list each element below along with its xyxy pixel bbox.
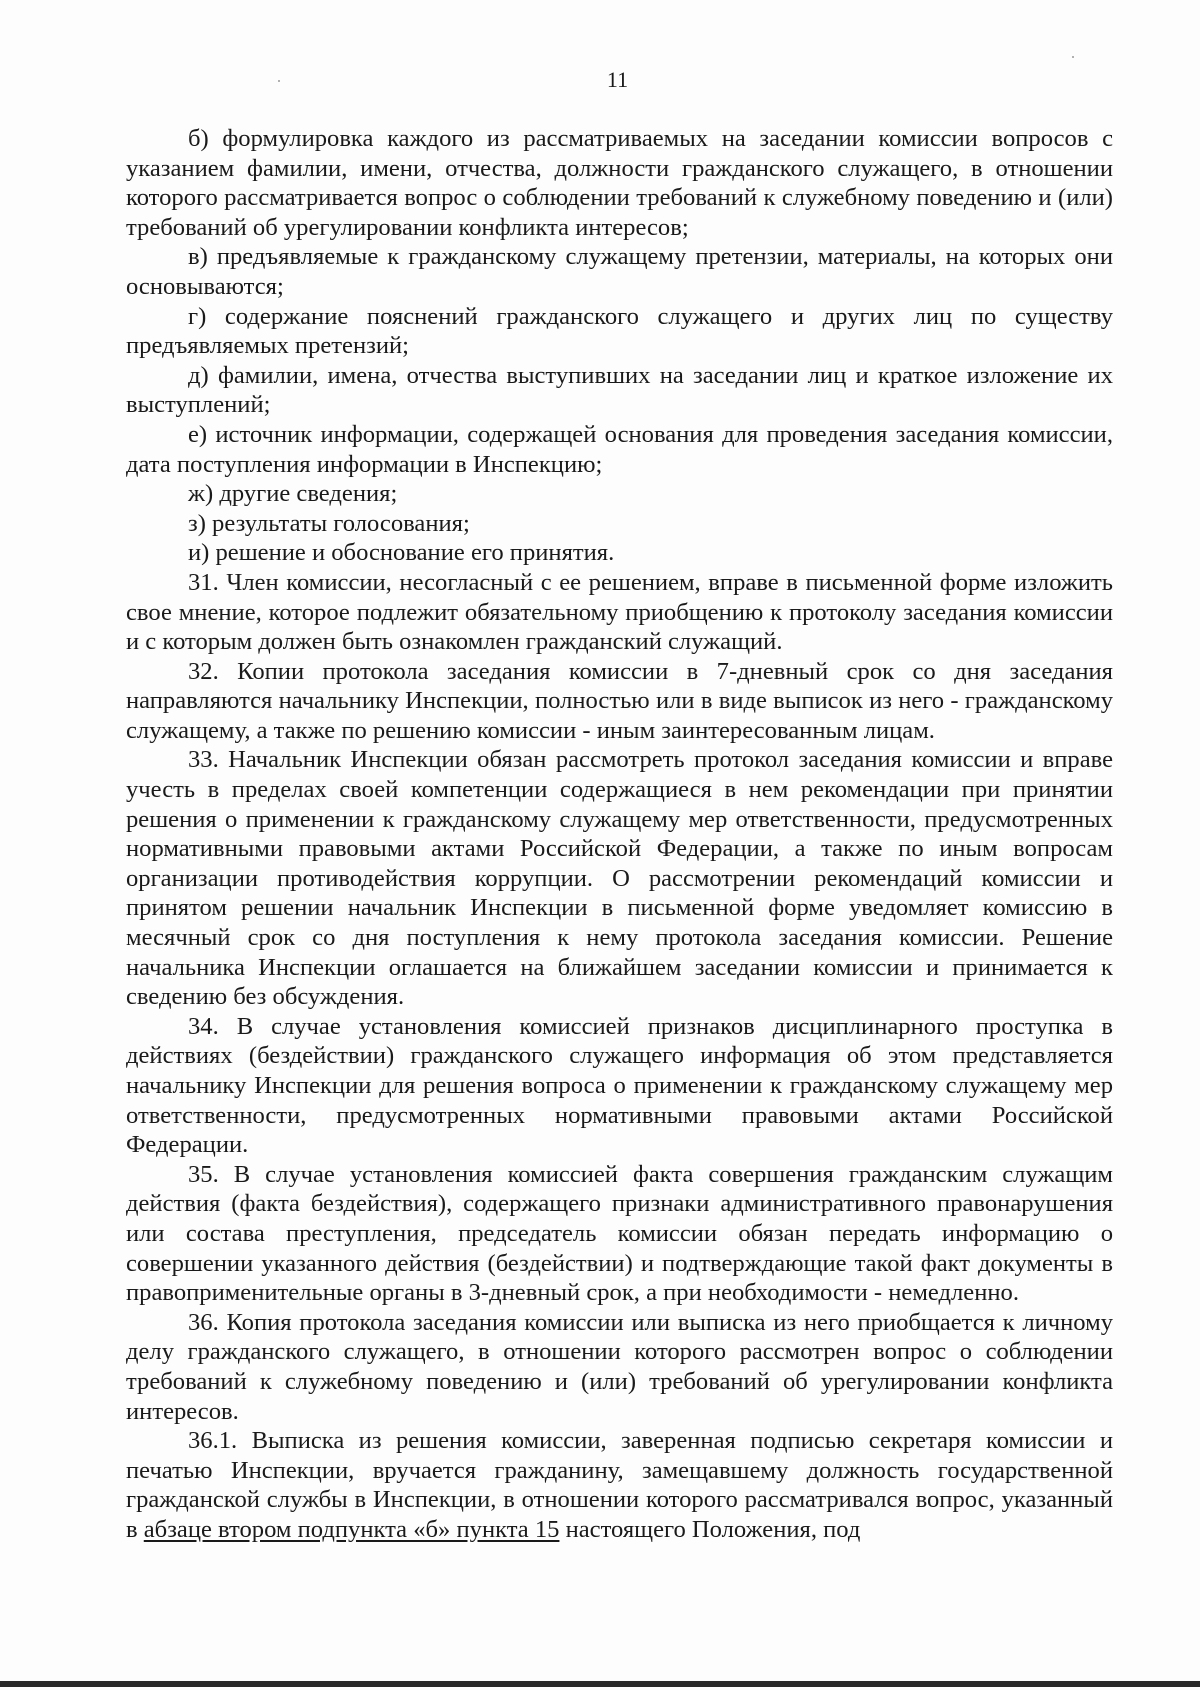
- paragraph-e: е) источник информации, содержащей основания для проведения заседания комиссии, дата поступления информации в Инспекцию;: [126, 420, 1113, 478]
- paragraph-34: 34. В случае установления комиссией признаков дисциплинарного проступка в действиях (бездействии) гражданского служащего информация об этом представляется начальнику Инспекции для решения вопроса о применении к гражданскому служащему мер ответственности, предусмотренных нормативными правовыми актами Российской Федерации.: [126, 1012, 1113, 1159]
- paragraph-d: д) фамилии, имена, отчества выступивших на заседании лиц и краткое изложение их выступлений;: [126, 361, 1113, 419]
- paragraph-32: 32. Копии протокола заседания комиссии в 7-дневный срок со дня заседания направляются начальнику Инспекции, полностью или в виде выписок из него - гражданскому служащему, а также по решению комиссии - иным заинтересованным лицам.: [126, 657, 1113, 744]
- scan-bottom-edge: [0, 1681, 1200, 1687]
- paragraph-36-1: [126, 1426, 1113, 1544]
- paragraph-zh: ж) другие сведения;: [188, 480, 398, 508]
- paragraph-b: б) формулировка каждого из рассматриваемых на заседании комиссии вопросов с указанием фамилии, имени, отчества, должности гражданского служащего, в отношении которого рассматривается вопрос о соблюдении требований к служебному поведению и (или) требований об урегулировании конфликта интересов;: [126, 125, 1113, 241]
- paragraph-31: 31. Член комиссии, несогласный с ее решением, вправе в письменной форме изложить свое мнение, которое подлежит обязательному приобщению к протоколу заседания комиссии и с которым должен быть ознакомлен гражданский служащий.: [126, 568, 1113, 656]
- scan-speck: [1072, 56, 1074, 58]
- document-body: [126, 124, 1113, 1545]
- paragraph-z: з) результаты голосования;: [188, 509, 470, 537]
- paragraph-i: и) решение и обоснование его принятия.: [188, 539, 615, 567]
- paragraph-36-1-start: 36.1. Выписка из решения комиссии, заверенная подписью секретаря комиссии и печатью Инспекции, вручается гражданину, замещавшему должность государственной гражданской службы в Инспекции, в отношении которого рассматривался вопрос, указанный в: [126, 1427, 1113, 1543]
- page-number: 11: [606, 67, 629, 92]
- paragraph-36: 36. Копия протокола заседания комиссии или выписка из него приобщается к личному делу гражданского служащего, в отношении которого рассмотрен вопрос о соблюдении требований к служебному поведению и (или) требований об урегулировании конфликта интересов.: [126, 1308, 1113, 1425]
- paragraph-36-1-end: настоящего Положения, под: [559, 1515, 861, 1543]
- cross-reference-link[interactable]: абзаце втором подпункта «б» пункта 15: [143, 1515, 560, 1543]
- paragraph-35: 35. В случае установления комиссией факта совершения гражданским служащим действия (факта бездействия), содержащего признаки административного правонарушения или состава преступления, председатель комиссии обязан передать информацию о совершении указанного действия (бездействии) и подтверждающие такой факт документы в правоприменительные органы в 3-дневный срок, а при необходимости - немедленно.: [126, 1160, 1113, 1307]
- paragraph-g: г) содержание пояснений гражданского служащего и других лиц по существу предъявляемых претензий;: [126, 302, 1113, 360]
- paragraph-v: в) предъявляемые к гражданскому служащему претензии, материалы, на которых они основываются;: [126, 243, 1113, 300]
- paragraph-33: 33. Начальник Инспекции обязан рассмотреть протокол заседания комиссии и вправе учесть в пределах своей компетенции содержащиеся в нем рекомендации при принятии решения о применении к гражданскому служащему мер ответственности, предусмотренных нормативными правовыми актами Российской Федерации, а также по иным вопросам организации противодействия коррупции. О рассмотрении рекомендаций комиссии и принятом решении начальник Инспекции в письменной форме уведомляет комиссию в месячный срок со дня поступления к нему протокола заседания комиссии. Решение начальника Инспекции оглашается на ближайшем заседании комиссии и принимается к сведению без обсуждения.: [126, 746, 1113, 1011]
